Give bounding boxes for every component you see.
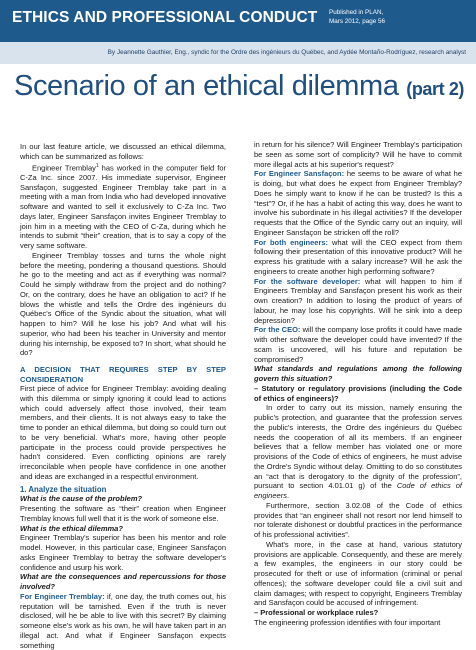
- paragraph: Presenting the software as “their” creation when Engineer Tremblay knows full well that it is the work of someone else.: [20, 504, 226, 523]
- paragraph: Engineer Tremblay tosses and turns the whole night before the meeting, pondering a thousand questions. Should he go to the meeting and act as if everything was normal? Could he simply withdraw from the project and do nothing? Or, on the contrary, does he have an obligation to act? If he blows the whistle and tells the Ordre des ingénieurs du Québec's Office of the Syndic about the situation, what will happen to him? Will he lose his job? And what will his superior, who had been his teacher in University and mentor during his internship, be exposed to? In short, what should he do?: [20, 250, 226, 358]
- section-header-band: [0, 0, 476, 42]
- publication-line-2: Mars 2012, page 56: [329, 18, 386, 25]
- byline-text: By Jeannette Gauthier, Eng., syndic for the Ordre des ingénieurs du Québec, and Aydée Montaño-Rodríguez, research analyst: [107, 49, 466, 56]
- paragraph: For Engineer Sansfaçon: he seems to be aware of what he is doing, but what does he expect from Engineer Tremblay? Does he simply want to know if he can be trusted? Is this a “test”? Or, if he has a habit of acting this way, does he want to involve his subordinate in his illegal activities? If the developer requests that the Office of the Syndic carry out an inquiry, will Engineer Sansfaçon be stricken off the roll?: [254, 169, 462, 237]
- publication-info: [329, 8, 385, 26]
- question: What is the ethical dilemma?: [20, 523, 123, 533]
- section-title: ETHICS AND PROFESSIONAL CONDUCT: [12, 9, 318, 26]
- paragraph: In our last feature article, we discussed an ethical dilemma, which can be summarized as follows:: [20, 142, 226, 161]
- publication-line-1: Published in PLAN,: [329, 9, 384, 16]
- paragraph: Engineer Tremblay$^1$ has worked in the computer field for C-Za Inc. since 2007. His immediate supervisor, Engineer Sansfaçon, suggested Engineer Tremblay take part in a meeting with a man from India who had developed innovative software and wanted to sell it exclusively to C-Za Inc. Two days later, Engineer Sansfaçon invites Engineer Tremblay to join him in a meeting with the CEO of C-Za, during which he intends to submit “their” creation, that is to say a copy of the very same software.: [20, 162, 226, 250]
- question: What are the consequences and repercussions for those involved?: [20, 572, 226, 591]
- question: What standards and regulations among the following govern this situation?: [254, 364, 462, 383]
- section-heading: A DECISION THAT REQUIRES STEP BY STEP CONSIDERATION: [20, 365, 226, 384]
- byline-band: [0, 42, 476, 64]
- article-title-part: (part 2): [406, 79, 465, 99]
- article-title: [14, 70, 464, 103]
- article-title-main: Scenario of an ethical dilemma: [14, 70, 399, 102]
- paragraph: What's more, in the case at hand, various statutory provisions are applicable. Consequently, and these are merely a few examples, the engineers in our story could be prosecuted for theft or use of information (criminal or penal offences); the software developer could file a civil suit and claim damages; with respect to copyright, Engineers Tremblay and Sansfaçon could be accused of infringement.: [254, 539, 462, 608]
- question: What is the cause of the problem?: [20, 494, 143, 504]
- paragraph: For Engineer Tremblay: if, one day, the truth comes out, his reputation will be tarnished. Even if the truth is never disclosed, will he be able to live with this secret? By claiming someone else's work as his own, he will have taken part in an illegal act. And what if Engineer Sansfaçon expects something: [20, 591, 226, 650]
- paragraph: Engineer Tremblay's superior has been his mentor and role model. However, in this particular case, Engineer Sansfaçon asks Engineer Tremblay to betray the software developer's confidence and usurp his work.: [20, 533, 226, 572]
- paragraph: For the software developer: what will happen to him if Engineers Tremblay and Sansfaçon present his work as their own creation? In addition to losing the product of years of labour, he may lose his copyrights. Will he sink into a deep depression?: [254, 276, 462, 325]
- paragraph: For the CEO: will the company lose profits it could have made with other software the developer could have invented? If the scam is uncovered, will his future and reputation be compromised?: [254, 325, 462, 364]
- paragraph: The engineering profession identifies with four important: [254, 617, 441, 627]
- paragraph: In order to carry out its mission, namely ensuring the public's protection, and guarantee that the profession serves the public's interests, the Ordre des ingénieurs du Québec needs the cooperation of all its members. If an engineer believes that a fellow member has violated one or more provisions of the Code of ethics of engineers, he must advise the Ordre's Syndic without delay. Omitting to do so constitutes an “act that is derogatory to the dignity of the profession”, pursuant to section 4.01.01 g) of the Code of ethics of engineers.: [254, 403, 462, 500]
- subsection-heading: – Statutory or regulatory provisions (including the Code of ethics of engineers)?: [254, 383, 462, 403]
- subsection-heading: 1. Analyze the situation: [20, 484, 107, 494]
- paragraph: For both engineers: what will the CEO expect from them following their presentation of this innovative product? Will he express his gratitude with a salary increase? Will he ask the engineers to create another high performing software?: [254, 237, 463, 276]
- paragraph: Furthermore, section 3.02.08 of the Code of ethics provides that “an engineer shall not resort nor lend himself to nor tolerate dishonest or doubtful practices in the performance of his professional activities”.: [254, 500, 462, 539]
- paragraph: First piece of advice for Engineer Tremblay: avoiding dealing with this dilemma or simply ignoring it could lead to actions which could adversely affect those involved, their team members, and their clients. It is not always easy to take the time to ponder an ethical dilemma, but doing so could turn out to be very beneficial. What's more, having other people participate in the process could provide perspectives he hadn't considered. Even conflicting opinions are rarely irreconcilable when people have confidence in one another and ideas are exchanged in a respectful environment.: [20, 384, 226, 481]
- left-column: [20, 142, 226, 650]
- paragraph: in return for his silence? Will Engineer Tremblay's participation be seen as some sort of complicity? Will he have to commit more illegal acts at his superior's request?: [254, 140, 462, 169]
- right-column: [254, 140, 462, 628]
- subsection-heading: – Professional or workplace rules?: [254, 608, 379, 617]
